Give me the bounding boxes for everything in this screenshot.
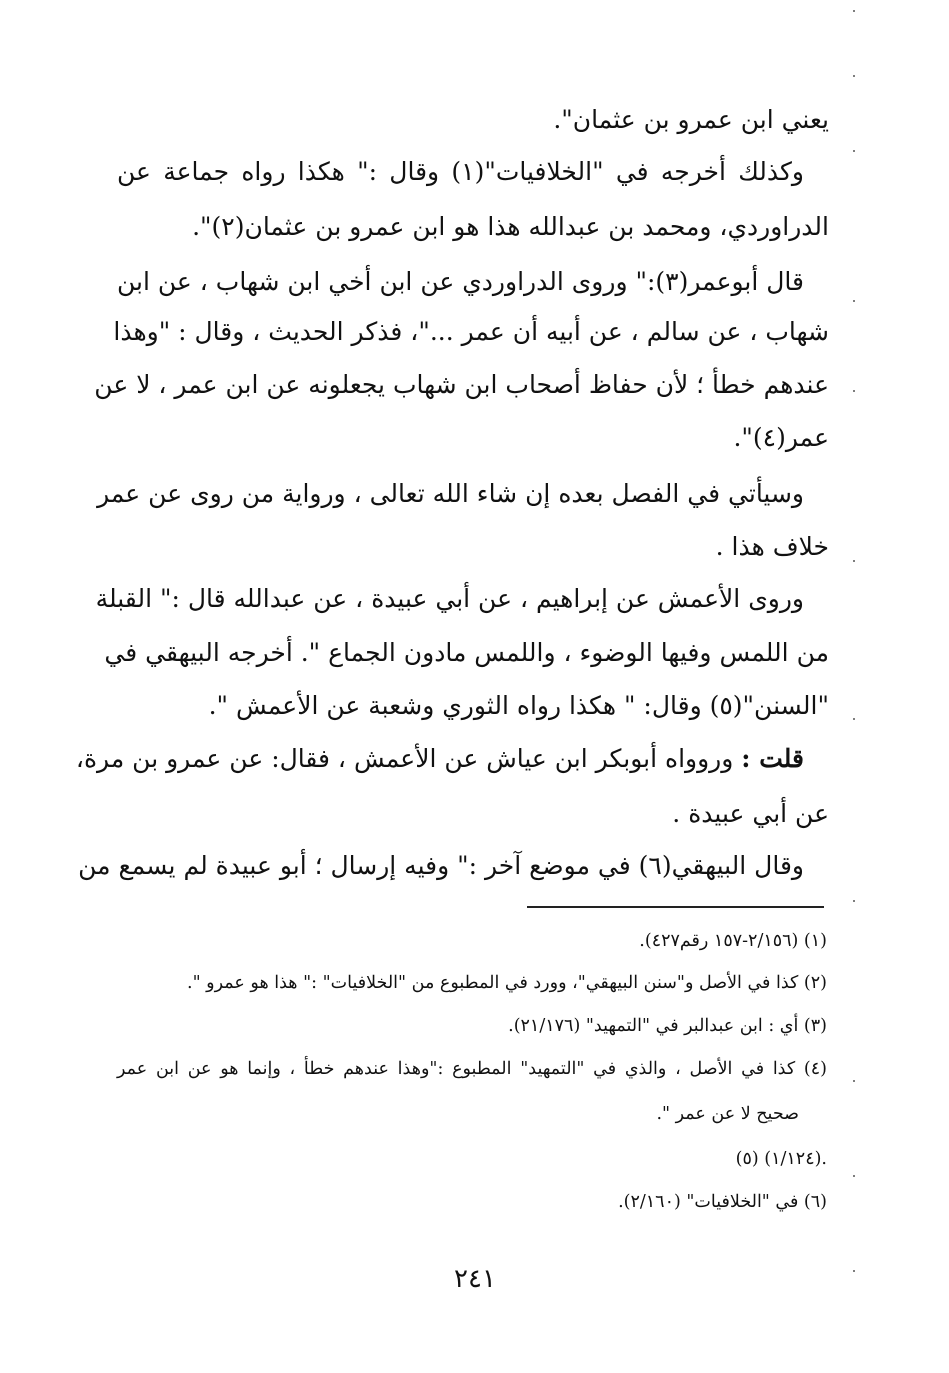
margin-speck: [853, 900, 855, 902]
body-line-text: وروواه أبوبكر ابن عياش عن الأعمش ، فقال: عن عمرو بن مرة،: [75, 744, 734, 773]
body-line: وسيأتي في الفصل بعده إن شاء الله تعالى ، ورواية من روى عن عمر: [97, 479, 804, 508]
margin-speck: [853, 560, 855, 562]
margin-speck: [853, 300, 855, 302]
margin-speck: [853, 718, 855, 720]
body-line: وروى الأعمش عن إبراهيم ، عن أبي عبيدة ، عن عبدالله قال :" القبلة: [95, 584, 804, 613]
footnote: (٤) كذا في الأصل ، والذي في "التمهيد" المطبوع :"وهذا عندهم خطأ ، وإنما هو عن ابن عمر: [117, 1059, 827, 1079]
footnote: (٣) أي : ابن عبدالبر في "التمهيد" (٢١/١٧٦).: [508, 1016, 827, 1036]
body-line: "السنن"(٥) وقال: " هكذا رواه الثوري وشعبة عن الأعمش ".: [208, 691, 829, 720]
footnote: (٥) (١/١٢٤).: [735, 1149, 827, 1169]
body-line: الدراوردي، ومحمد بن عبدالله هذا هو ابن عمرو بن عثمان(٢)".: [192, 212, 829, 241]
body-line: من اللمس وفيها الوضوء ، واللمس مادون الجماع ". أخرجه البيهقي في: [104, 638, 829, 667]
body-line: عندهم خطأ ؛ لأن حفاظ أصحاب ابن شهاب يجعلونه عن ابن عمر ، لا عن: [94, 370, 829, 399]
margin-speck: [853, 75, 855, 77]
footnote: (٦) في "الخلافيات" (٢/١٦٠).: [618, 1192, 827, 1212]
body-line: قال أبوعمر(٣):" وروى الدراوردي عن ابن أخي ابن شهاب ، عن ابن: [117, 267, 804, 296]
footnote: (١) (٢/١٥٦-١٥٧ رقم٤٢٧).: [639, 931, 827, 951]
body-line: خلاف هذا .: [715, 532, 829, 561]
body-line: عن أبي عبيدة .: [672, 799, 829, 828]
footnote-separator: [527, 906, 824, 908]
margin-speck: [853, 150, 855, 152]
body-line: عمر(٤)".: [733, 423, 829, 452]
body-line: شهاب ، عن سالم ، عن أبيه أن عمر ..."، فذكر الحديث ، وقال : "وهذا: [113, 317, 829, 346]
body-line: يعني ابن عمرو بن عثمان".: [553, 105, 829, 134]
footnote: (٢) كذا في الأصل و"سنن البيهقي"، وورد في المطبوع من "الخلافيات" :" هذا هو عمرو ".: [187, 973, 827, 993]
body-line: [75, 742, 804, 776]
body-line: وكذلك أخرجه في "الخلافيات"(١) وقال :" هكذا رواه جماعة عن: [117, 157, 805, 186]
margin-speck: [853, 1080, 855, 1082]
margin-speck: [853, 10, 855, 12]
margin-speck: [853, 1175, 855, 1177]
body-line: وقال البيهقي(٦) في موضع آخر :" وفيه إرسال ؛ أبو عبيدة لم يسمع من: [78, 851, 804, 880]
margin-speck: [853, 390, 855, 392]
margin-speck: [853, 1270, 855, 1272]
qult-label: قلت :: [741, 744, 804, 773]
page-number: ٢٤١: [454, 1264, 496, 1294]
footnote-continuation: صحيح لا عن عمر ".: [656, 1104, 799, 1124]
